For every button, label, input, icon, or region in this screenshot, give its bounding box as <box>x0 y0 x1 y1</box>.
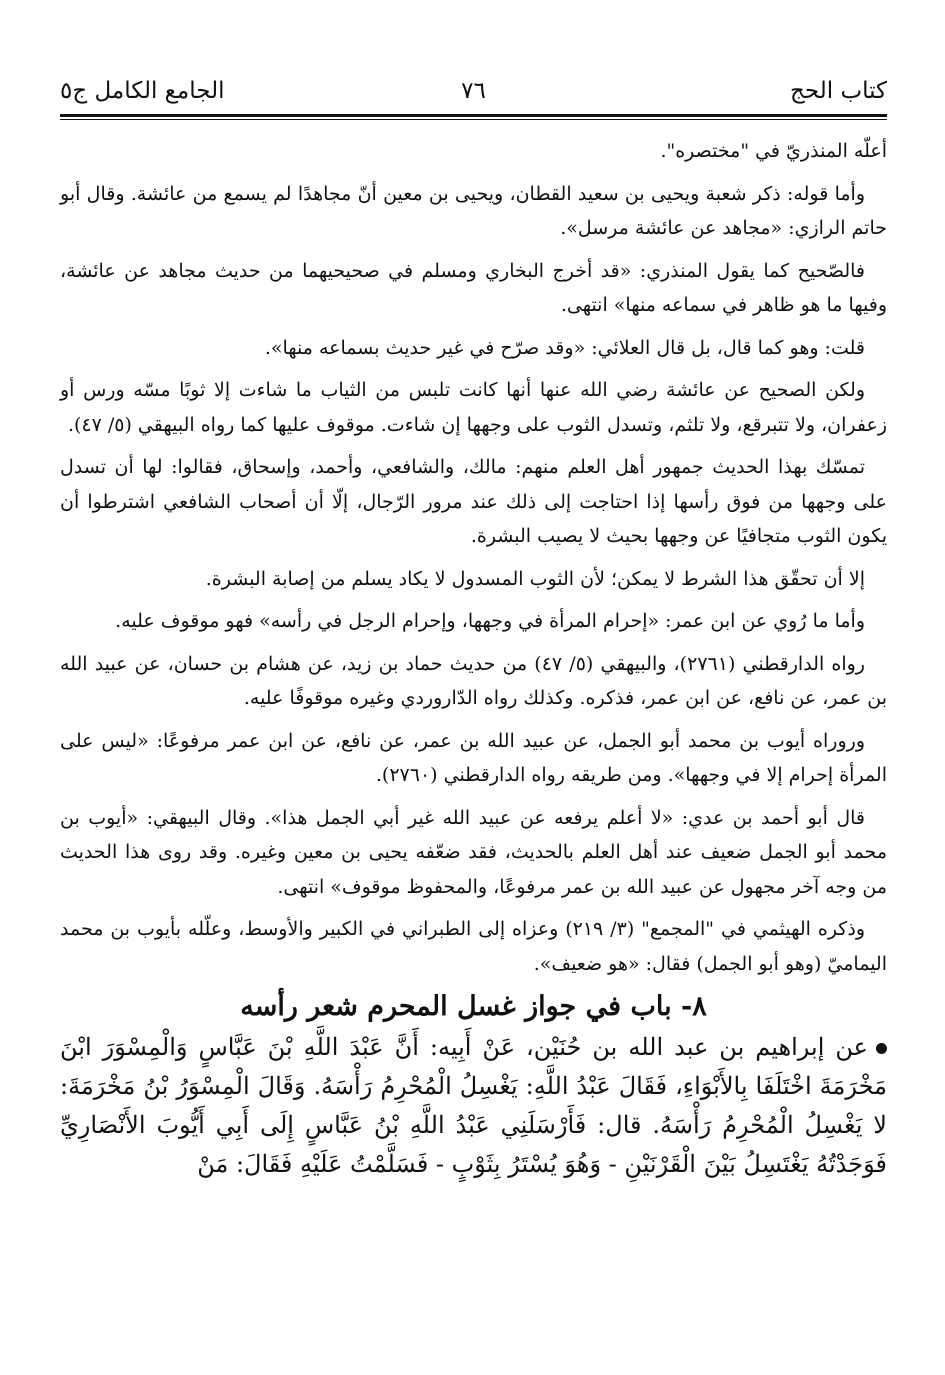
paragraph: وأما ما رُوي عن ابن عمر: «إحرام المرأة في وجهها، وإحرام الرجل في رأسه» فهو موقوف عليه. <box>115 610 865 632</box>
hadith-block <box>60 1028 887 1184</box>
commentary-text <box>60 134 887 981</box>
paragraph: إلا أن تحقّق هذا الشرط لا يمكن؛ لأن الثوب المسدول لا يكاد يسلم من إصابة البشرة. <box>205 567 865 590</box>
paragraph: رواه الدارقطني (٢٧٦١)، والبيهقي (٥/ ٤٧) من حديث حماد بن زيد، عن هشام بن حسان، عن عبيد الله بن عمر، عن نافع، عن ابن عمر، فذكره. وكذلك رواه الدّاروردي وغيره موقوفًا عليه. <box>60 652 887 709</box>
paragraph: وروراه أيوب بن محمد أبو الجمل، عن عبيد الله بن عمر، عن نافع، عن ابن عمر مرفوعًا: «ليس على المرأة إحرام إلا في وجهها». ومن طريقه رواه الدارقطني (٢٧٦٠). <box>60 729 887 786</box>
page-number: ٧٦ <box>461 78 486 104</box>
paragraph: أعلّه المنذريّ في "مختصره". <box>660 140 887 162</box>
paragraph: قال أبو أحمد بن عدي: «لا أعلم يرفعه عن عبيد الله غير أبي الجمل هذا». وقال البيهقي: «أيوب بن محمد أبو الجمل ضعيف عند أهل العلم بالحديث، فقد ضعّفه يحيى بن معين وغيره. وقد روى هذا الحديث من وجه آخر مجهول عن عبيد الله بن عمر مرفوعًا، والمحفوظ موقوف» انتهى. <box>60 806 887 898</box>
book-volume-title: الجامع الكامل ج٥ <box>60 78 225 104</box>
paragraph: تمسّك بهذا الحديث جمهور أهل العلم منهم: مالك، والشافعي، وأحمد، وإسحاق، فقالوا: لها أن تسدل على وجهها من فوق رأسها إذا احتاجت إلى ذلك عند مرور الرّجال، إلّا أن أصحاب الشافعي اشترطوا أن يكون الثوب متجافيًا عن وجهها بحيث لا يصيب البشرة. <box>60 456 887 547</box>
header-rule-thin <box>60 119 887 120</box>
paragraph: قلت: وهو كما قال، بل قال العلائي: «وقد صرّح في غير حديث بسماعه منها». <box>264 336 865 359</box>
paragraph: وأما قوله: ذكر شعبة ويحيى بن سعيد القطان، ويحيى بن معين أنّ مجاهدًا لم يسمع من عائشة. وقال أبو حاتم الرازي: «مجاهد عن عائشة مرسل». <box>60 182 887 239</box>
paragraph: فالصّحيح كما يقول المنذري: «قد أخرج البخاري ومسلم في صحيحيهما من حديث مجاهد عن عائشة، وفيها ما هو ظاهر في سماعه منها» انتهى. <box>60 259 887 316</box>
page-header <box>60 72 887 112</box>
bullet-icon <box>876 1043 887 1054</box>
header-rule-thick <box>60 114 887 117</box>
section-heading: ٨- باب في جواز غسل المحرم شعر رأسه <box>240 991 707 1022</box>
book-chapter-title: كتاب الحج <box>790 78 887 104</box>
hadith-text: عن إبراهيم بن عبد الله بن حُنَيْن، عَنْ أَبِيه: أَنَّ عَبْدَ اللَّهِ بْنَ عَبَّاسٍ وَالْمِسْوَرَ ابْنَ مَخْرَمَةَ اخْتَلَفَا بِالأَبْوَاءِ، فَقَالَ عَبْدُ اللَّهِ: يَغْسِلُ الْمُحْرِمُ رَأْسَهُ. وَقَالَ الْمِسْوَرُ بْنُ مَخْرَمَةَ: لا يَغْسِلُ الْمُحْرِمُ رَأْسَهُ. قال: فَأَرْسَلَنِي عَبْدُ اللَّهِ بْنُ عَبَّاسٍ إِلَى أَبِي أَيُّوبَ الأَنْصَارِيِّ فَوَجَدْتُهُ يَغْتَسِلُ بَيْنَ الْقَرْنَيْنِ - وَهُوَ يُسْتَرُ بِثَوْبٍ - فَسَلَّمْتُ عَلَيْهِ فَقَالَ: مَنْ <box>60 1033 887 1178</box>
paragraph: وذكره الهيثمي في "المجمع" (٣/ ٢١٩) وعزاه إلى الطبراني في الكبير والأوسط، وعلّله بأيوب بن محمد اليماميّ (وهو أبو الجمل) فقال: «هو ضعيف». <box>60 918 887 975</box>
paragraph: ولكن الصحيح عن عائشة رضي الله عنها أنها كانت تلبس من الثياب ما شاءت إلا ثوبًا مسّه ورس أو زعفران، ولا تتبرقع، ولا تلثم، وتسدل الثوب على وجهها إن شاءت. موقوف عليها كما رواه البيهقي (٥/ ٤٧). <box>60 379 887 436</box>
